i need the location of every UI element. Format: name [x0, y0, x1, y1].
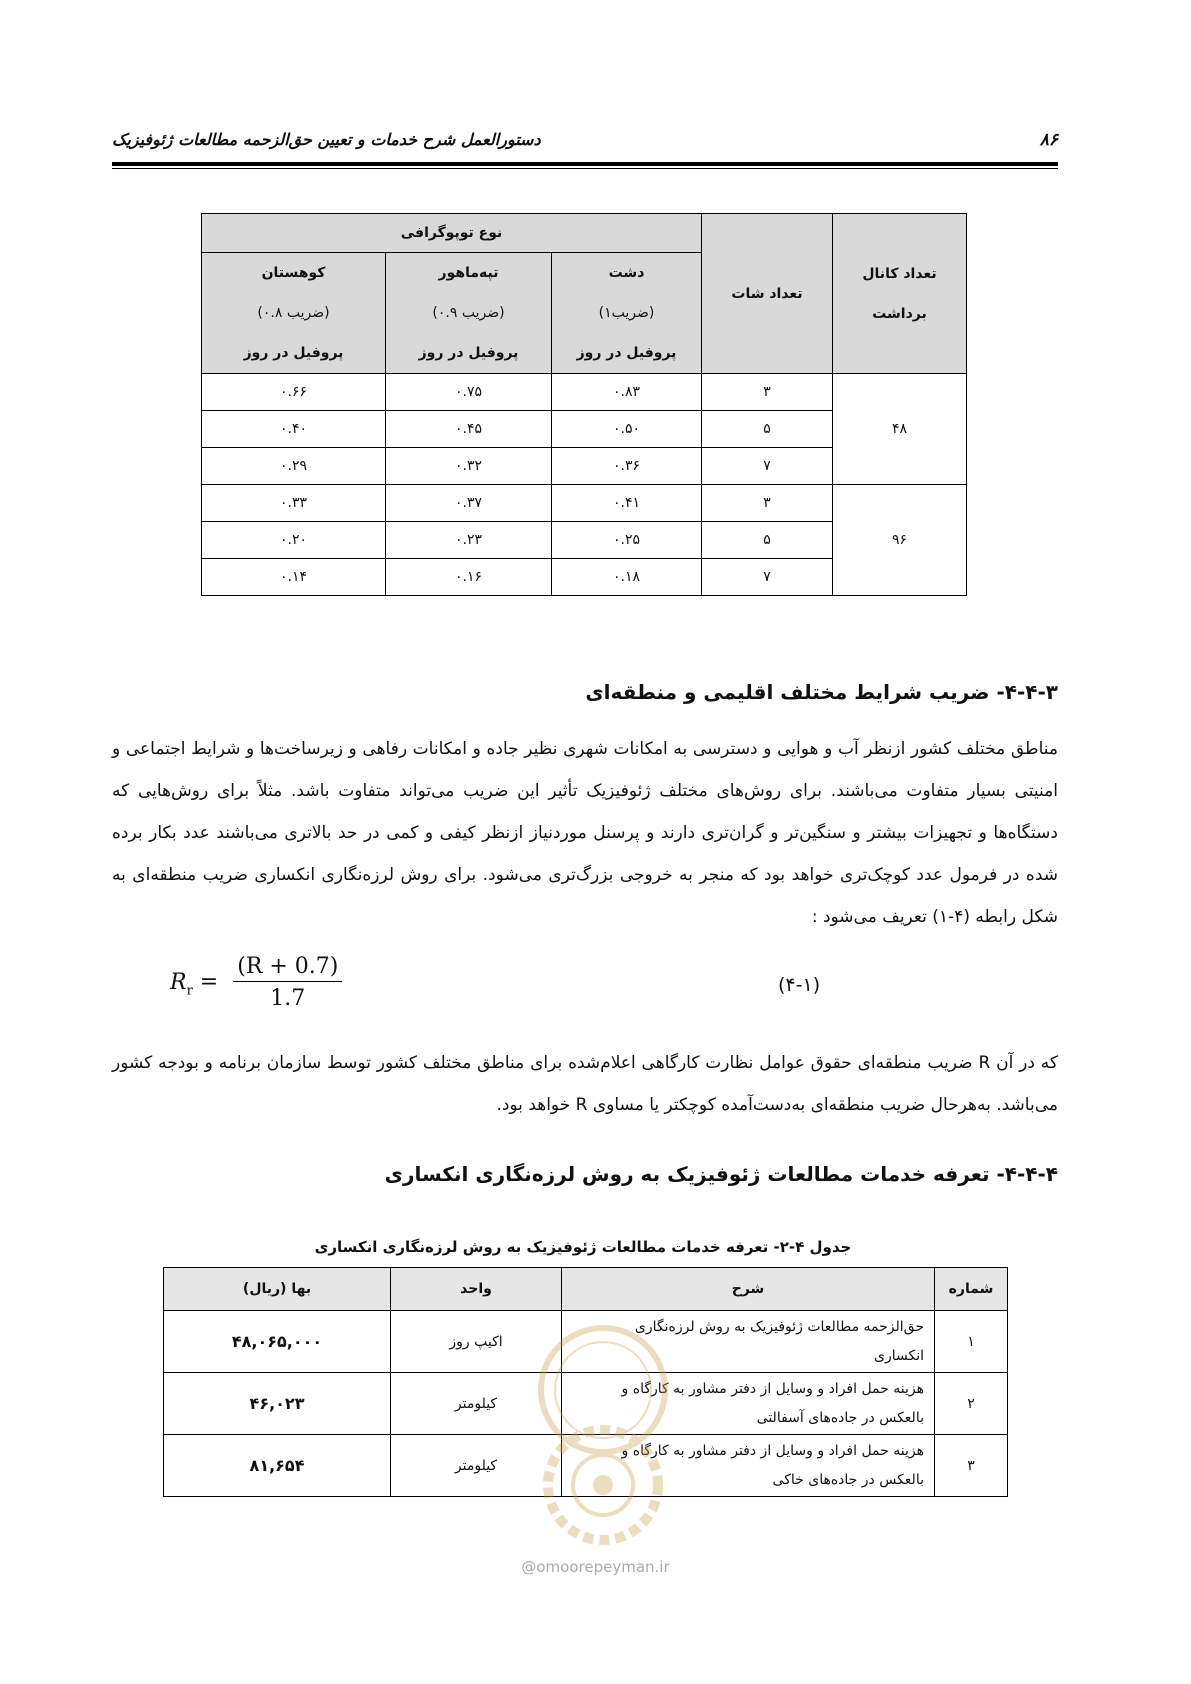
shots-cell: ۵ [702, 522, 833, 559]
col-price: بها (ریال) [164, 1268, 391, 1311]
value-cell: ۰.۳۷ [386, 485, 552, 522]
shots-cell: ۷ [702, 559, 833, 596]
value-cell: ۰.۳۲ [386, 448, 552, 485]
header-rule-thin [112, 168, 1058, 169]
row-price: ۸۱,۶۵۴ [164, 1435, 391, 1497]
formula: $R_r$ = $\frac{(R + 0.7)}{1.7}$ [170, 954, 342, 1011]
section-heading-climate: ۴-۴-۳- ضریب شرایط مختلف اقلیمی و منطقه‌ای [585, 680, 1058, 704]
value-cell: ۰.۸۳ [552, 374, 702, 411]
page-header [112, 126, 1058, 156]
row-unit: اکیپ روز [391, 1311, 562, 1373]
col-channels: تعداد کانال برداشت [833, 214, 967, 374]
header-rule [112, 162, 1058, 166]
value-cell: ۰.۲۳ [386, 522, 552, 559]
value-cell: ۰.۴۰ [202, 411, 386, 448]
value-cell: ۰.۵۰ [552, 411, 702, 448]
formula-number: (۴-۱) [778, 974, 821, 996]
shots-cell: ۳ [702, 485, 833, 522]
row-description: حق‌الزحمه مطالعات ژئوفیزیک به روش لرزه‌نگاری انکساری [562, 1311, 935, 1373]
value-cell: ۰.۴۱ [552, 485, 702, 522]
value-cell: ۰.۲۹ [202, 448, 386, 485]
shots-cell: ۷ [702, 448, 833, 485]
table-row [202, 485, 967, 522]
table-row [202, 374, 967, 411]
page-number: ۸۶ [1039, 130, 1058, 150]
row-unit: کیلومتر [391, 1435, 562, 1497]
col-terrain-hilly: تپه‌ماهور (ضریب ۰.۹) پروفیل در روز [386, 253, 552, 374]
value-cell: ۰.۷۵ [386, 374, 552, 411]
shots-cell: ۳ [702, 374, 833, 411]
value-cell: ۰.۱۸ [552, 559, 702, 596]
value-cell: ۰.۱۴ [202, 559, 386, 596]
formula-fraction: $\frac{(R + 0.7)}{1.7}$ [233, 954, 342, 1011]
col-unit: واحد [391, 1268, 562, 1311]
value-cell: ۰.۳۳ [202, 485, 386, 522]
channel-cell: ۴۸ [833, 374, 967, 485]
header-title: دستورالعمل شرح خدمات و تعیین حق‌الزحمه مطالعات ژئوفیزیک [112, 130, 541, 149]
row-number: ۱ [935, 1311, 1008, 1373]
value-cell: ۰.۶۶ [202, 374, 386, 411]
value-cell: ۰.۳۶ [552, 448, 702, 485]
regional-coefficient-paragraph: که در آن R ضریب منطقه‌ای حقوق عوامل نظارت کارگاهی اعلام‌شده برای مناطق مختلف کشور توسط سازمان برنامه و بودجه کشور می‌باشد. به‌هرحال ضریب منطقه‌ای به‌دست‌آمده کوچکتر یا مساوی R خواهد بود. [112, 1053, 1059, 1115]
value-cell: ۰.۲۵ [552, 522, 702, 559]
row-unit: کیلومتر [391, 1373, 562, 1435]
row-description: هزینه حمل افراد و وسایل از دفتر مشاور به کارگاه و بالعکس در جاده‌های آسفالتی [562, 1373, 935, 1435]
col-number: شماره [935, 1268, 1008, 1311]
row-number: ۳ [935, 1435, 1008, 1497]
row-description: هزینه حمل افراد و وسایل از دفتر مشاور به کارگاه و بالعکس در جاده‌های خاکی [562, 1435, 935, 1497]
col-shots: تعداد شات [702, 214, 833, 374]
topography-table [201, 213, 967, 596]
topography-group-header: نوع توپوگرافی [202, 214, 702, 253]
watermark-logo-icon [508, 1310, 698, 1570]
watermark-url: @omoorepeyman.ir [521, 1558, 670, 1576]
row-price: ۴۶,۰۲۳ [164, 1373, 391, 1435]
table-caption: جدول ۴-۲- تعرفه خدمات مطالعات ژئوفیزیک به روش لرزه‌نگاری انکساری [314, 1238, 852, 1256]
value-cell: ۰.۱۶ [386, 559, 552, 596]
climate-paragraph: مناطق مختلف کشور ازنظر آب و هوایی و دسترسی به امکانات شهری نظیر جاده و امکانات رفاهی و زیرساخت‌ها و شرایط اجتماعی و امنیتی بسیار متفاوت می‌باشند. برای روش‌های مختلف ژئوفیزیک تأثیر این ضریب می‌تواند متفاوت باشد. مثلاً برای روش‌هایی که دستگاه‌ها و تجهیزات بیشتر و سنگین‌تر و گران‌تری دارند و پرسنل موردنیاز ازنظر کیفی و کمی در حد بالاتری می‌باشند عدد بکار برده شده در فرمول عدد کوچک‌تری خواهد بود که منجر به خروجی بزرگ‌تری می‌شود. برای روش لرزه‌نگاری انکساری ضریب منطقه‌ای به شکل رابطه (۴-۱) تعریف می‌شود : [112, 739, 1058, 927]
section-heading-tariff: ۴-۴-۴- تعرفه خدمات مطالعات ژئوفیزیک به روش لرزه‌نگاری انکساری [384, 1162, 1058, 1186]
value-cell: ۰.۲۰ [202, 522, 386, 559]
shots-cell: ۵ [702, 411, 833, 448]
col-description: شرح [562, 1268, 935, 1311]
row-price: ۴۸,۰۶۵,۰۰۰ [164, 1311, 391, 1373]
value-cell: ۰.۴۵ [386, 411, 552, 448]
row-number: ۲ [935, 1373, 1008, 1435]
channel-cell: ۹۶ [833, 485, 967, 596]
col-terrain-plain: دشت (ضریب۱) پروفیل در روز [552, 253, 702, 374]
col-terrain-mountain: کوهستان (ضریب ۰.۸) پروفیل در روز [202, 253, 386, 374]
formula-lhs: $R_r$ [170, 969, 193, 998]
